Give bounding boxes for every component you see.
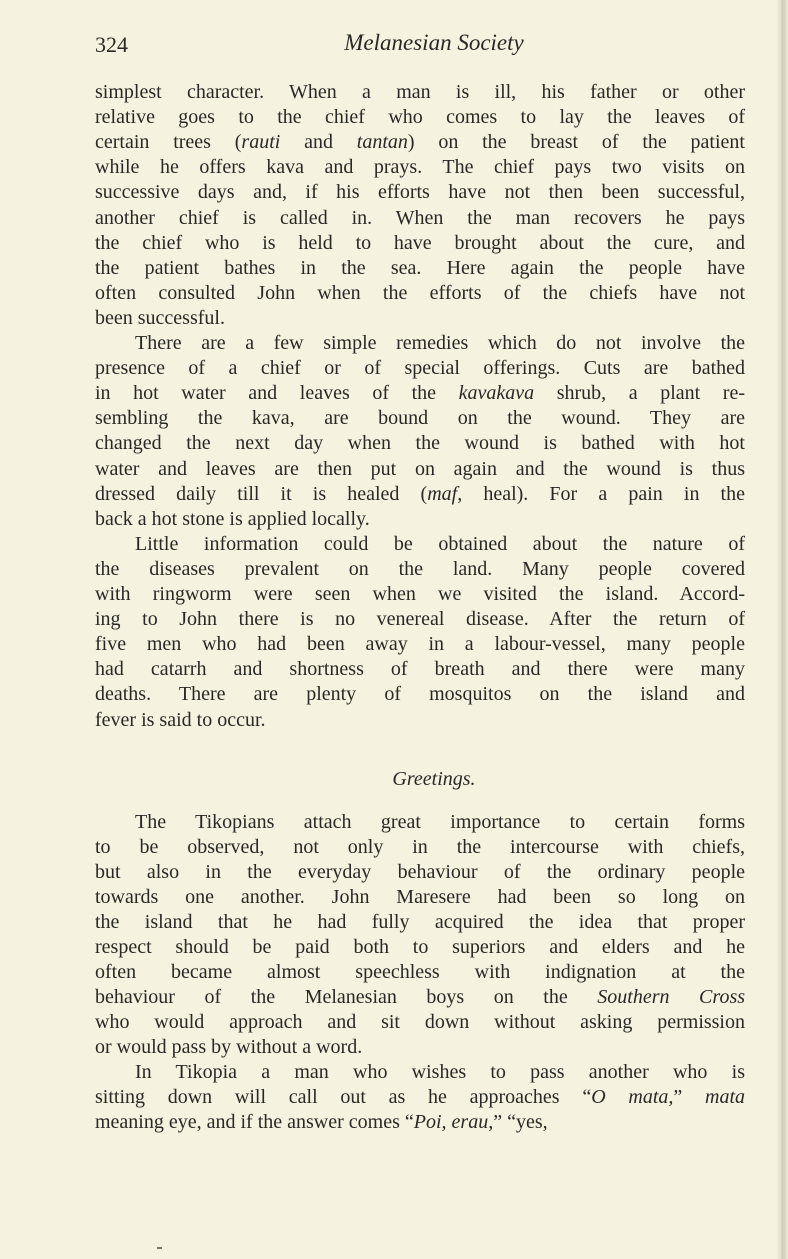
text-line bbox=[95, 1085, 745, 1110]
text-line bbox=[95, 356, 745, 381]
running-title: Melanesian Society bbox=[344, 30, 524, 55]
text-segment: in hot water and leaves of the bbox=[95, 382, 459, 405]
text-line bbox=[95, 406, 745, 431]
text-line bbox=[95, 708, 745, 733]
italic-term: O mata, bbox=[591, 1086, 674, 1108]
text-segment: with ringworm were seen when we visited the island. Accord- bbox=[95, 583, 745, 605]
text-segment: shrub, a plant re- bbox=[534, 382, 745, 405]
text-segment: another chief is called in. When the man recovers he pays bbox=[95, 206, 745, 229]
text-segment: meaning eye, and if the answer comes “ bbox=[95, 1111, 414, 1133]
text-line bbox=[135, 331, 745, 356]
text-segment: sembling the kava, are bound on the wound. They are bbox=[95, 407, 745, 430]
text-segment: who would approach and sit down without asking permission bbox=[95, 1011, 745, 1033]
text-segment: but also in the everyday behaviour of the ordinary people bbox=[95, 861, 745, 883]
text-line bbox=[95, 281, 745, 306]
text-segment: successive days and, if his efforts have not then been successful, bbox=[95, 181, 745, 204]
text-line bbox=[95, 657, 745, 682]
text-segment: deaths. There are plenty of mosquitos on the island and bbox=[95, 683, 745, 706]
text-segment: the island that he had fully acquired the idea that proper bbox=[95, 911, 745, 933]
text-segment: ) on the breast of the patient bbox=[407, 131, 745, 154]
text-segment: fever is said to occur. bbox=[95, 708, 266, 731]
italic-term: maf, bbox=[427, 482, 463, 505]
page-number: 324 bbox=[95, 32, 128, 57]
text-segment: often became almost speechless with indignation at the bbox=[95, 961, 745, 983]
italic-term: rauti bbox=[241, 131, 281, 154]
text-line bbox=[95, 381, 745, 406]
text-segment: In Tikopia a man who wishes to pass another who is bbox=[135, 1061, 745, 1083]
text-line bbox=[95, 910, 745, 935]
text-segment: while he offers kava and prays. The chief pays two visits on bbox=[95, 156, 745, 179]
text-segment: behaviour of the Melanesian boys on the bbox=[95, 986, 598, 1008]
text-line bbox=[95, 557, 745, 582]
text-segment: the diseases prevalent on the land. Many people covered bbox=[95, 557, 745, 580]
text-line bbox=[95, 607, 745, 632]
text-line bbox=[95, 1035, 745, 1060]
text-line bbox=[95, 835, 745, 860]
text-segment: sitting down will call out as he approaches “ bbox=[95, 1086, 592, 1108]
text-line bbox=[95, 935, 745, 960]
text-line bbox=[95, 180, 745, 205]
text-line bbox=[95, 206, 745, 231]
text-segment: and bbox=[280, 131, 357, 154]
text-segment: been successful. bbox=[95, 306, 225, 329]
scan-mark bbox=[157, 1247, 162, 1249]
text-segment: Little information could be obtained about the nature of bbox=[135, 532, 745, 555]
text-segment: The Tikopians attach great importance to certain forms bbox=[135, 811, 745, 833]
italic-term: Southern Cross bbox=[597, 986, 746, 1008]
text-segment: or would pass by without a word. bbox=[95, 1036, 363, 1058]
text-segment: often consulted John when the efforts of the chiefs have not bbox=[95, 281, 745, 304]
text-segment: had catarrh and shortness of breath and there were many bbox=[95, 658, 745, 681]
text-line bbox=[95, 231, 745, 256]
text-line bbox=[95, 431, 745, 456]
text-segment: the patient bathes in the sea. Here again the people have bbox=[95, 256, 745, 279]
text-line bbox=[135, 810, 745, 835]
text-segment: ” bbox=[673, 1086, 705, 1108]
italic-term: mata bbox=[705, 1086, 745, 1108]
text-line bbox=[95, 105, 745, 130]
text-line bbox=[95, 985, 745, 1010]
text-segment: ” “yes, bbox=[493, 1111, 548, 1133]
text-line bbox=[95, 155, 745, 180]
text-segment: heal). For a pain in the bbox=[462, 482, 745, 505]
text-segment: relative goes to the chief who comes to lay the leaves of bbox=[95, 106, 745, 129]
text-line bbox=[95, 507, 745, 532]
text-segment: simplest character. When a man is ill, his father or other bbox=[95, 81, 745, 103]
text-line bbox=[95, 482, 745, 507]
text-segment: changed the next day when the wound is bathed with hot bbox=[95, 432, 745, 455]
text-line bbox=[95, 682, 745, 707]
text-segment: water and leaves are then put on again and the wound is thus bbox=[95, 457, 745, 480]
italic-term: Poi, erau, bbox=[413, 1111, 494, 1133]
text-segment: the chief who is held to have brought about the cure, and bbox=[95, 231, 745, 254]
text-line bbox=[95, 960, 745, 985]
text-line bbox=[95, 80, 745, 105]
text-segment: presence of a chief or of special offerings. Cuts are bathed bbox=[95, 357, 745, 380]
text-segment: back a hot stone is applied locally. bbox=[95, 507, 370, 530]
text-line bbox=[95, 457, 745, 482]
text-segment: five men who had been away in a labour-vessel, many people bbox=[95, 633, 745, 656]
italic-term: kavakava bbox=[458, 382, 535, 405]
text-segment: dressed daily till it is healed ( bbox=[95, 482, 428, 505]
text-segment: ing to John there is no venereal disease. After the return of bbox=[95, 608, 745, 631]
text-line bbox=[95, 1010, 745, 1035]
italic-term: tantan bbox=[356, 131, 408, 154]
text-line bbox=[95, 1110, 745, 1135]
page-edge-shadow bbox=[776, 0, 788, 1259]
text-line bbox=[95, 130, 745, 155]
text-segment: towards one another. John Maresere had been so long on bbox=[95, 886, 745, 908]
text-segment: There are a few simple remedies which do not involve the bbox=[135, 332, 745, 354]
text-segment: respect should be paid both to superiors and elders and he bbox=[95, 936, 745, 958]
text-segment: certain trees ( bbox=[95, 131, 242, 154]
text-line bbox=[135, 532, 745, 557]
text-line bbox=[95, 582, 745, 607]
text-line bbox=[135, 1060, 745, 1085]
text-line bbox=[95, 306, 745, 331]
text-line bbox=[95, 256, 745, 281]
text-segment: to be observed, not only in the intercourse with chiefs, bbox=[95, 836, 745, 858]
section-heading: Greetings. bbox=[392, 768, 476, 790]
text-line bbox=[95, 860, 745, 885]
text-line bbox=[95, 885, 745, 910]
text-line bbox=[95, 632, 745, 657]
